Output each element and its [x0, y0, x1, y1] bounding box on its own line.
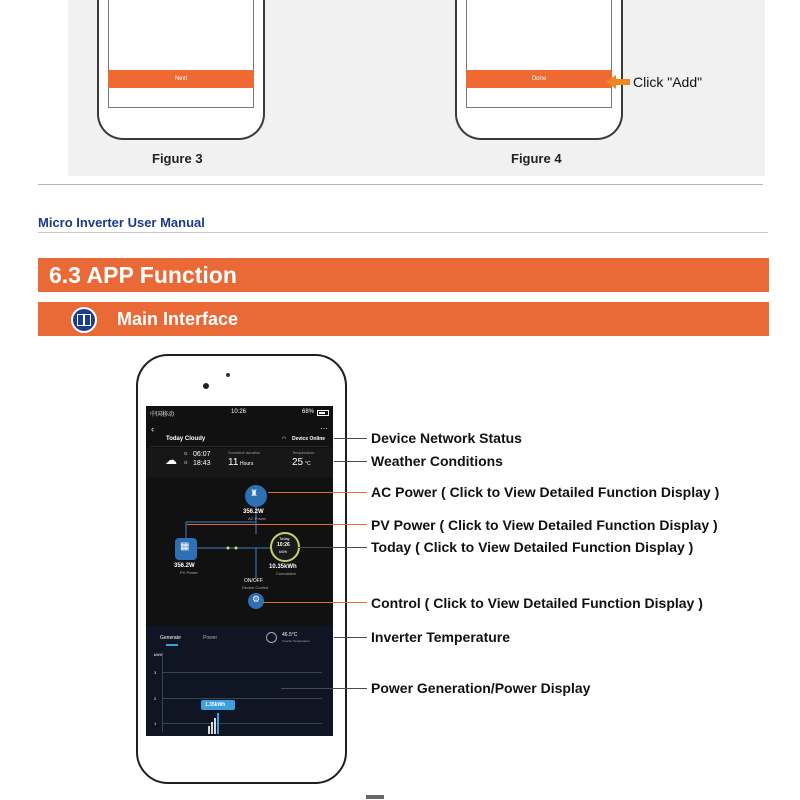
chart-tick: 2 [154, 696, 157, 701]
sunrise-time: 06:07 [193, 451, 211, 458]
ac-power-value: 356.2W [243, 509, 264, 515]
temperature-label: Temperature [292, 450, 315, 455]
weather-title: Today Cloudy [166, 436, 206, 442]
tower-icon: ♜ [250, 488, 259, 498]
tab-generate[interactable]: Generate [160, 635, 181, 641]
callout-line [334, 637, 367, 638]
carrier-text: 中国移动 [150, 412, 175, 418]
status-bar [146, 406, 333, 420]
cloud-icon: ☁ [165, 453, 177, 467]
callout-device-network-status: Device Network Status [371, 430, 522, 446]
callout-inverter-temperature: Inverter Temperature [371, 629, 511, 645]
sensor-dot [226, 373, 230, 377]
today-label: Today [279, 536, 290, 541]
today-unit: kWh [279, 549, 287, 554]
today-energy-label: Cumulative [276, 571, 297, 576]
battery-icon [317, 410, 329, 416]
chart-bar [211, 722, 213, 734]
status-time: 10:26 [231, 409, 247, 415]
callout-line [263, 602, 367, 603]
sunshine-unit: Hours [240, 461, 254, 467]
section-title: 6.3 APP Function [49, 262, 237, 288]
callout-power-generation: Power Generation/Power Display [371, 680, 591, 696]
callout-pv-power: PV Power ( Click to View Detailed Function Display ) [371, 517, 718, 533]
inverter-temp-value: 46.5°C [282, 632, 298, 638]
inverter-temp-label: Inverter Temperature [282, 639, 310, 643]
sunset-icon: ☼ [183, 460, 189, 466]
chart-tick: 3 [154, 670, 157, 675]
callout-line [297, 547, 367, 548]
divider [38, 184, 763, 185]
back-chevron-icon[interactable]: ‹ [151, 424, 154, 434]
sunshine-value: 11 [228, 457, 239, 468]
ac-power-label: AC Power [248, 516, 267, 521]
sunrise-icon: ☼ [183, 451, 189, 457]
callout-line [334, 461, 367, 462]
figure4-caption: Figure 4 [511, 151, 562, 166]
click-add-note: Click "Add" [633, 74, 703, 90]
figure3-phone [97, 0, 265, 140]
control-label: Device Control [242, 585, 269, 590]
subsection-banner [38, 302, 769, 336]
chart-bar [208, 726, 210, 734]
chart-unit: kWh [154, 652, 162, 657]
temperature-unit: °C [305, 461, 311, 467]
figure4-phone [455, 0, 623, 140]
callout-control: Control ( Click to View Detailed Function Display ) [371, 595, 703, 611]
chart-tooltip-text: 1.35kWh [205, 702, 226, 708]
chart-bar [214, 718, 216, 734]
section-banner [38, 258, 769, 292]
tab-power[interactable]: Power [203, 635, 218, 641]
figure3-caption: Figure 3 [152, 151, 203, 166]
thermometer-icon [266, 632, 277, 643]
figure3-screen [108, 0, 254, 108]
subsection-title: Main Interface [117, 309, 239, 329]
callout-line [268, 492, 367, 493]
app-screen [146, 406, 333, 736]
temperature-value: 25 [292, 457, 304, 468]
today-time: 10:26 [277, 542, 290, 548]
chart-axis [162, 652, 163, 732]
book-icon [71, 307, 97, 333]
pv-power-label: PV Power [180, 570, 198, 575]
callout-ac-power: AC Power ( Click to View Detailed Function Display ) [371, 484, 720, 500]
callout-weather-conditions: Weather Conditions [371, 453, 503, 469]
tab-indicator [166, 644, 178, 646]
pv-power-value: 356.2W [174, 563, 195, 569]
figure3-next-button[interactable]: Next [108, 70, 254, 88]
manual-title: Micro Inverter User Manual [38, 215, 205, 230]
device-status: Device Online [292, 436, 326, 442]
battery-text: 68% [302, 409, 315, 415]
gridline [162, 672, 322, 673]
solar-panel-icon: ▦ [180, 541, 190, 552]
sunshine-label: Sunshine duration [228, 450, 261, 455]
callout-line [281, 688, 367, 689]
callout-today: Today ( Click to View Detailed Function Display ) [371, 539, 694, 555]
sunset-time: 18:43 [193, 460, 211, 467]
camera-dot [203, 383, 209, 389]
wifi-icon: ◠ [282, 436, 287, 442]
today-energy: 10.35kWh [269, 564, 297, 570]
chart-tick: 1 [154, 721, 157, 726]
gear-icon: ⚙ [252, 594, 261, 604]
arrow-left-icon [606, 75, 630, 89]
control-value: ON/OFF [244, 578, 263, 584]
divider [150, 446, 329, 447]
more-dots-icon[interactable]: ··· [320, 424, 328, 433]
gridline [162, 698, 322, 699]
chart-bar [217, 713, 219, 734]
callout-line [334, 438, 367, 439]
gridline [162, 723, 322, 724]
figure4-done-button[interactable]: Done [466, 70, 612, 88]
page-footer-mark [366, 795, 384, 799]
figure4-screen [466, 0, 612, 108]
divider [38, 232, 768, 233]
callout-line [187, 524, 367, 525]
